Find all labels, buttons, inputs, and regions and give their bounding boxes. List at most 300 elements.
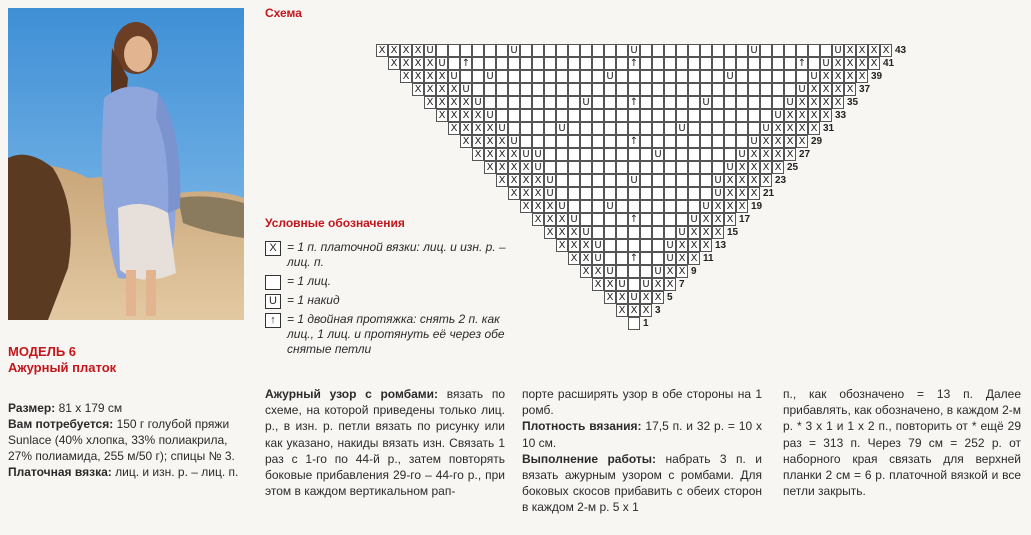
chart-cell — [472, 70, 484, 83]
chart-cell: X — [868, 57, 880, 70]
chart-cell — [544, 96, 556, 109]
chart-cell — [640, 174, 652, 187]
chart-cell — [652, 161, 664, 174]
chart-cell: X — [496, 174, 508, 187]
chart-cell — [772, 44, 784, 57]
chart-cell — [580, 57, 592, 70]
chart-cell: U — [724, 70, 736, 83]
chart-cell — [592, 200, 604, 213]
chart-cell: X — [484, 135, 496, 148]
chart-cell: X — [832, 57, 844, 70]
chart-cell — [676, 148, 688, 161]
chart-cell: X — [820, 70, 832, 83]
chart-cell — [628, 70, 640, 83]
chart-cell: U — [664, 239, 676, 252]
chart-cell: U — [724, 161, 736, 174]
chart-cell: X — [508, 187, 520, 200]
chart-cell: X — [436, 70, 448, 83]
chart-cell — [652, 70, 664, 83]
chart-cell — [484, 96, 496, 109]
chart-cell — [484, 57, 496, 70]
chart-cell: X — [664, 278, 676, 291]
chart-cell — [712, 70, 724, 83]
text-column-1 — [265, 386, 505, 499]
chart-cell: X — [676, 239, 688, 252]
chart-cell — [748, 96, 760, 109]
chart-cell: X — [604, 278, 616, 291]
instructions-text: набрать 3 п. и вязать ажурным узором с ромбами. Для боковых скосов прибавить с обеих сторон в каждом 2-м р. 5 х 1 — [522, 451, 762, 515]
chart-cell — [676, 187, 688, 200]
chart-cell — [724, 109, 736, 122]
pattern-text: вязать по схеме, на которой приведены только лиц. р., в изн. р. петли вязать по рисунку или как указано, накиды вязать изн. Связать 1 раз с 1-го по 44-й р., затем повторять боковые прибавления 29-го – 44-го р., при этом в каждом вертикальном рап- — [265, 387, 506, 499]
chart-cell — [592, 226, 604, 239]
up-arrow-icon: ↑ — [265, 313, 281, 328]
chart-cell: U — [628, 291, 640, 304]
chart-cell: X — [832, 70, 844, 83]
row-number: 33 — [835, 110, 847, 121]
chart-cell — [712, 122, 724, 135]
chart-cell — [592, 135, 604, 148]
chart-cell — [592, 70, 604, 83]
row-number: 31 — [823, 123, 835, 134]
chart-cell: X — [868, 44, 880, 57]
chart-cell: U — [556, 200, 568, 213]
chart-cell — [616, 148, 628, 161]
chart-cell — [640, 200, 652, 213]
chart-cell — [592, 44, 604, 57]
legend-text: = 1 двойная протяжка: снять 2 п. как лиц., 1 лиц. и протянуть её через обе снятые петли — [287, 312, 505, 356]
chart-cell: X — [808, 109, 820, 122]
chart-cell — [688, 70, 700, 83]
chart-cell: U — [484, 70, 496, 83]
chart-cell — [664, 57, 676, 70]
chart-cell — [676, 109, 688, 122]
chart-cell — [700, 161, 712, 174]
chart-cell: U — [820, 57, 832, 70]
chart-cell: X — [712, 213, 724, 226]
chart-cell — [676, 174, 688, 187]
chart-cell: X — [784, 122, 796, 135]
model-photo — [8, 8, 244, 320]
text-column-3 — [783, 386, 1021, 499]
chart-cell — [712, 83, 724, 96]
chart-cell — [736, 44, 748, 57]
chart-cell — [616, 83, 628, 96]
chart-cell: X — [496, 161, 508, 174]
chart-cell: X — [568, 252, 580, 265]
chart-cell: X — [460, 122, 472, 135]
chart-cell — [604, 122, 616, 135]
chart-cell: U — [772, 109, 784, 122]
row-number: 15 — [727, 227, 739, 238]
chart-cell — [640, 109, 652, 122]
row-number: 17 — [739, 214, 751, 225]
empty-square-icon — [265, 275, 281, 290]
chart-cell: X — [580, 252, 592, 265]
chart-cell — [616, 96, 628, 109]
chart-cell — [604, 187, 616, 200]
chart-cell — [688, 200, 700, 213]
chart-cell — [664, 44, 676, 57]
chart-cell — [664, 148, 676, 161]
chart-cell — [736, 96, 748, 109]
chart-cell: X — [532, 200, 544, 213]
chart-cell: X — [568, 226, 580, 239]
chart-cell: U — [604, 70, 616, 83]
chart-cell — [568, 187, 580, 200]
chart-cell — [532, 96, 544, 109]
chart-cell — [736, 70, 748, 83]
chart-cell — [688, 109, 700, 122]
chart-cell — [556, 109, 568, 122]
chart-cell: X — [436, 83, 448, 96]
chart-cell — [628, 161, 640, 174]
chart-cell — [652, 109, 664, 122]
chart-cell — [532, 44, 544, 57]
chart-cell — [592, 109, 604, 122]
chart-cell — [640, 252, 652, 265]
chart-cell — [640, 226, 652, 239]
chart-cell: X — [556, 213, 568, 226]
model-subtitle: Ажурный платок — [8, 360, 117, 375]
chart-cell — [520, 96, 532, 109]
chart-cell — [532, 135, 544, 148]
chart-cell — [664, 187, 676, 200]
chart-cell: X — [580, 265, 592, 278]
chart-cell — [652, 57, 664, 70]
chart-cell: X — [556, 226, 568, 239]
chart-cell — [568, 174, 580, 187]
chart-cell — [640, 187, 652, 200]
chart-cell: X — [448, 96, 460, 109]
chart-cell: U — [640, 278, 652, 291]
chart-cell: X — [856, 70, 868, 83]
chart-cell: X — [508, 161, 520, 174]
chart-cell — [532, 122, 544, 135]
chart-cell — [628, 265, 640, 278]
chart-cell — [616, 44, 628, 57]
chart-cell — [748, 122, 760, 135]
chart-cell — [616, 252, 628, 265]
needs-value: 150 г голубой пряжи Sunlace (40% хлопка, 33% полиакрила, 27% полиамида, 255 м/50 г); спицы № 3. — [8, 417, 235, 463]
chart-cell — [532, 70, 544, 83]
chart-cell — [664, 213, 676, 226]
chart-cell — [568, 135, 580, 148]
chart-cell — [532, 83, 544, 96]
chart-cell: U — [484, 109, 496, 122]
chart-cell: X — [832, 83, 844, 96]
chart-cell — [712, 44, 724, 57]
chart-cell — [604, 135, 616, 148]
chart-cell: X — [796, 122, 808, 135]
chart-cell: X — [640, 304, 652, 317]
chart-cell — [640, 70, 652, 83]
chart-cell: X — [772, 148, 784, 161]
chart-cell — [460, 44, 472, 57]
size-value: 81 х 179 см — [58, 401, 123, 415]
chart-cell: X — [604, 291, 616, 304]
legend-text: = 1 п. платочной вязки: лиц. и изн. р. – лиц. п. — [287, 240, 506, 269]
chart-cell: X — [544, 226, 556, 239]
size-label: Размер: — [8, 401, 56, 415]
chart-cell — [592, 57, 604, 70]
chart-cell: X — [652, 278, 664, 291]
chart-cell — [712, 161, 724, 174]
chart-cell — [604, 109, 616, 122]
chart-cell — [508, 83, 520, 96]
stitch-value: лиц. и изн. р. – лиц. п. — [115, 465, 239, 479]
chart-cell — [772, 57, 784, 70]
chart-cell: X — [400, 70, 412, 83]
chart-cell — [640, 265, 652, 278]
chart-cell — [580, 83, 592, 96]
chart-cell — [628, 148, 640, 161]
row-number: 5 — [667, 292, 673, 303]
chart-cell — [700, 135, 712, 148]
chart-cell — [616, 174, 628, 187]
chart-cell — [772, 70, 784, 83]
chart-cell — [640, 161, 652, 174]
chart-cell — [664, 161, 676, 174]
chart-cell — [700, 122, 712, 135]
chart-cell — [652, 187, 664, 200]
chart-cell — [484, 44, 496, 57]
chart-cell: U — [688, 213, 700, 226]
chart-cell — [700, 174, 712, 187]
chart-cell — [724, 57, 736, 70]
chart-cell — [676, 200, 688, 213]
chart-cell: X — [400, 44, 412, 57]
chart-cell — [688, 135, 700, 148]
legend-title: Условные обозначения — [265, 216, 405, 230]
chart-cell — [568, 161, 580, 174]
chart-cell: U — [556, 122, 568, 135]
chart-cell: U — [652, 148, 664, 161]
chart-cell — [688, 96, 700, 109]
chart-cell: U — [784, 96, 796, 109]
chart-cell: X — [520, 161, 532, 174]
row-number: 25 — [787, 162, 799, 173]
chart-cell: X — [520, 200, 532, 213]
chart-cell: X — [784, 148, 796, 161]
chart-cell — [544, 122, 556, 135]
chart-cell: U — [808, 70, 820, 83]
chart-cell — [592, 161, 604, 174]
chart-cell: U — [628, 174, 640, 187]
chart-cell — [580, 174, 592, 187]
chart-cell: U — [796, 83, 808, 96]
chart-cell: X — [844, 57, 856, 70]
legend-text: = 1 лиц. — [287, 274, 331, 288]
chart-cell — [556, 57, 568, 70]
chart-cell — [664, 109, 676, 122]
chart-cell — [688, 83, 700, 96]
chart-cell — [616, 135, 628, 148]
chart-cell: X — [772, 161, 784, 174]
chart-cell — [700, 83, 712, 96]
chart-cell — [616, 239, 628, 252]
chart-cell: X — [700, 213, 712, 226]
chart-cell — [652, 239, 664, 252]
chart-cell — [664, 96, 676, 109]
chart-cell — [652, 44, 664, 57]
chart-cell — [448, 44, 460, 57]
row-number: 19 — [751, 201, 763, 212]
chart-cell — [556, 83, 568, 96]
chart-cell — [544, 57, 556, 70]
chart-cell: X — [448, 109, 460, 122]
chart-cell: X — [484, 161, 496, 174]
chart-cell — [508, 57, 520, 70]
chart-cell — [688, 174, 700, 187]
text-column-2 — [522, 386, 762, 516]
chart-cell: U — [532, 161, 544, 174]
chart-cell — [496, 70, 508, 83]
chart-cell: X — [424, 96, 436, 109]
chart-cell — [628, 200, 640, 213]
chart-cell: U — [664, 252, 676, 265]
chart-cell: X — [844, 83, 856, 96]
chart-cell — [640, 57, 652, 70]
chart-cell: X — [472, 148, 484, 161]
chart-cell — [688, 187, 700, 200]
chart-cell — [544, 70, 556, 83]
chart-cell — [736, 57, 748, 70]
chart-cell — [640, 213, 652, 226]
chart-cell: X — [460, 109, 472, 122]
chart-cell: X — [436, 109, 448, 122]
chart-cell — [568, 109, 580, 122]
chart-cell — [628, 109, 640, 122]
chart-cell: U — [592, 239, 604, 252]
row-number: 27 — [799, 149, 811, 160]
row-number: 21 — [763, 188, 775, 199]
chart-cell — [652, 226, 664, 239]
chart-cell: X — [856, 57, 868, 70]
chart-cell — [748, 57, 760, 70]
chart-cell — [544, 148, 556, 161]
chart-cell — [496, 57, 508, 70]
chart-cell — [652, 200, 664, 213]
row-number: 29 — [811, 136, 823, 147]
chart-cell — [628, 278, 640, 291]
chart-cell — [616, 213, 628, 226]
chart-cell — [556, 148, 568, 161]
chart-cell — [736, 109, 748, 122]
chart-cell — [568, 200, 580, 213]
chart-cell: X — [544, 213, 556, 226]
chart-cell: X — [748, 161, 760, 174]
chart-cell — [520, 122, 532, 135]
chart-cell — [784, 44, 796, 57]
chart-cell: X — [724, 213, 736, 226]
chart-cell — [784, 70, 796, 83]
chart-cell: X — [796, 109, 808, 122]
chart-cell — [580, 109, 592, 122]
chart-cell: X — [676, 265, 688, 278]
chart-cell — [532, 57, 544, 70]
chart-cell — [760, 96, 772, 109]
chart-cell — [556, 161, 568, 174]
chart-cell — [520, 109, 532, 122]
chart-cell — [532, 109, 544, 122]
chart-cell: X — [820, 83, 832, 96]
model-heading — [8, 344, 258, 376]
chart-cell: X — [616, 304, 628, 317]
chart-cell — [604, 252, 616, 265]
row-number: 43 — [895, 45, 907, 56]
chart-cell: X — [532, 187, 544, 200]
chart-cell: ↑ — [797, 58, 807, 69]
chart-cell — [760, 70, 772, 83]
chart-cell — [760, 44, 772, 57]
chart-cell: X — [460, 135, 472, 148]
chart-cell — [544, 135, 556, 148]
chart-cell — [664, 70, 676, 83]
chart-cell — [556, 174, 568, 187]
chart-cell: X — [796, 135, 808, 148]
chart-cell — [760, 57, 772, 70]
chart-cell: U — [628, 44, 640, 57]
chart-cell: U — [604, 265, 616, 278]
chart-cell — [712, 135, 724, 148]
chart-cell: X — [760, 161, 772, 174]
chart-cell: X — [736, 161, 748, 174]
chart-cell — [604, 174, 616, 187]
chart-cell — [580, 187, 592, 200]
chart-cell — [652, 252, 664, 265]
chart-cell: X — [508, 174, 520, 187]
chart-cell: X — [484, 148, 496, 161]
chart-cell: X — [688, 252, 700, 265]
chart-cell — [772, 83, 784, 96]
chart-cell — [736, 122, 748, 135]
chart-cell: X — [760, 135, 772, 148]
chart-cell: X — [484, 122, 496, 135]
chart-cell — [616, 122, 628, 135]
chart-cell — [652, 213, 664, 226]
chart-cell: U — [712, 174, 724, 187]
chart-cell — [556, 44, 568, 57]
chart-cell: U — [580, 226, 592, 239]
row-number: 9 — [691, 266, 697, 277]
chart-cell — [628, 83, 640, 96]
chart-cell: X — [412, 44, 424, 57]
chart-cell — [484, 83, 496, 96]
schema-title: Схема — [265, 6, 302, 20]
chart-cell — [700, 187, 712, 200]
chart-cell — [700, 57, 712, 70]
chart-cell: X — [748, 187, 760, 200]
chart-cell: U — [460, 83, 472, 96]
chart-cell: X — [472, 122, 484, 135]
chart-cell — [556, 96, 568, 109]
chart-cell: X — [700, 239, 712, 252]
chart-cell — [676, 57, 688, 70]
chart-cell: U — [712, 187, 724, 200]
chart-cell — [580, 70, 592, 83]
chart-cell — [724, 122, 736, 135]
chart-cell: X — [712, 200, 724, 213]
chart-cell: X — [544, 200, 556, 213]
chart-cell: X — [736, 200, 748, 213]
chart-cell — [748, 83, 760, 96]
chart-cell — [688, 161, 700, 174]
chart-cell — [664, 174, 676, 187]
chart-cell — [652, 135, 664, 148]
chart-cell: U — [736, 148, 748, 161]
chart-cell: X — [808, 96, 820, 109]
